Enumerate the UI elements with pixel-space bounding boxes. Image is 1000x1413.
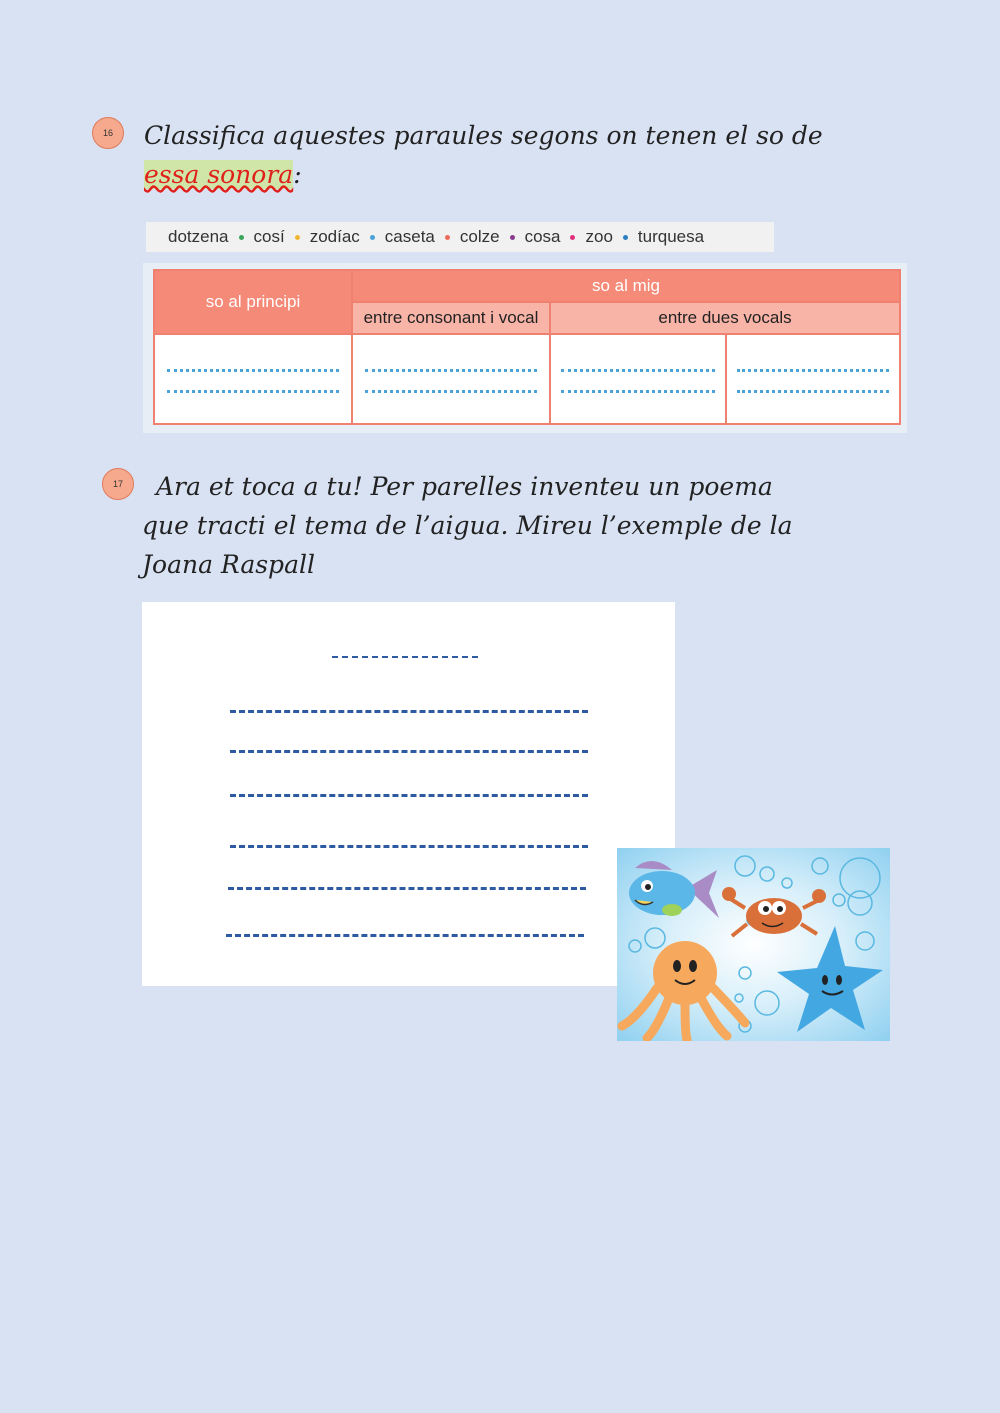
separator-dot [510, 235, 515, 240]
dotted-answer-line[interactable] [561, 390, 714, 393]
colon: : [293, 160, 302, 189]
word-2: zodíac [309, 227, 360, 246]
question-17-text [142, 467, 862, 584]
poem-writing-area[interactable] [142, 602, 675, 986]
separator-dot [295, 235, 300, 240]
word-7: turquesa [637, 227, 705, 246]
crab-icon [722, 887, 826, 936]
poem-line-4[interactable] [230, 845, 588, 848]
poem-title-line[interactable] [332, 656, 478, 658]
answer-cell-consonant-vocal[interactable] [352, 334, 550, 424]
separator-dot [445, 235, 450, 240]
separator-dot [570, 235, 575, 240]
separator-dot [623, 235, 628, 240]
poem-line-2[interactable] [230, 750, 588, 753]
answer-cell-dues-vocals-1[interactable] [550, 334, 726, 424]
question-16-text [144, 116, 864, 194]
poem-line-6[interactable] [226, 934, 584, 937]
question-number-16: 16 [92, 117, 124, 149]
starfish-icon [777, 926, 883, 1032]
answer-cell-dues-vocals-2[interactable] [726, 334, 900, 424]
subheader-entre-consonant-i-vocal: entre consonant i vocal [352, 302, 550, 334]
question-17-line-1: Ara et toca a tu! Per parelles inventeu un poema [156, 472, 773, 501]
classification-table-wrapper [143, 263, 907, 433]
word-6: zoo [585, 227, 613, 246]
word-bank [146, 222, 774, 252]
dotted-answer-line[interactable] [561, 369, 714, 372]
header-so-al-mig: so al mig [352, 270, 900, 302]
sea-creatures-svg [617, 848, 890, 1041]
poem-line-3[interactable] [230, 794, 588, 797]
poem-line-1[interactable] [230, 710, 588, 713]
dotted-answer-line[interactable] [365, 390, 537, 393]
word-1: cosí [253, 227, 285, 246]
separator-dot [370, 235, 375, 240]
fish-icon [629, 861, 719, 918]
octopus-icon [622, 941, 745, 1040]
separator-dot [239, 235, 244, 240]
question-16-prompt: Classifica aquestes paraules segons on tenen el so de [144, 121, 823, 150]
dotted-answer-line[interactable] [737, 390, 888, 393]
question-17-line-2: que tracti el tema de l’aigua. Mireu l’exemple de la [142, 511, 793, 540]
word-5: cosa [524, 227, 561, 246]
header-so-al-principi: so al principi [154, 270, 352, 334]
dotted-answer-line[interactable] [167, 369, 339, 372]
dotted-answer-line[interactable] [365, 369, 537, 372]
highlight-essa-sonora: essa sonora [144, 160, 294, 189]
word-0: dotzena [168, 227, 229, 246]
poem-line-5[interactable] [228, 887, 586, 890]
word-4: colze [459, 227, 500, 246]
dotted-answer-line[interactable] [737, 369, 888, 372]
question-17-line-3: Joana Raspall [142, 550, 315, 579]
subheader-entre-dues-vocals: entre dues vocals [550, 302, 900, 334]
answer-cell-principi[interactable] [154, 334, 352, 424]
word-3: caseta [384, 227, 435, 246]
dotted-answer-line[interactable] [167, 390, 339, 393]
question-number-17: 17 [102, 468, 134, 500]
classification-table [153, 269, 901, 425]
sea-creatures-illustration [617, 848, 890, 1041]
